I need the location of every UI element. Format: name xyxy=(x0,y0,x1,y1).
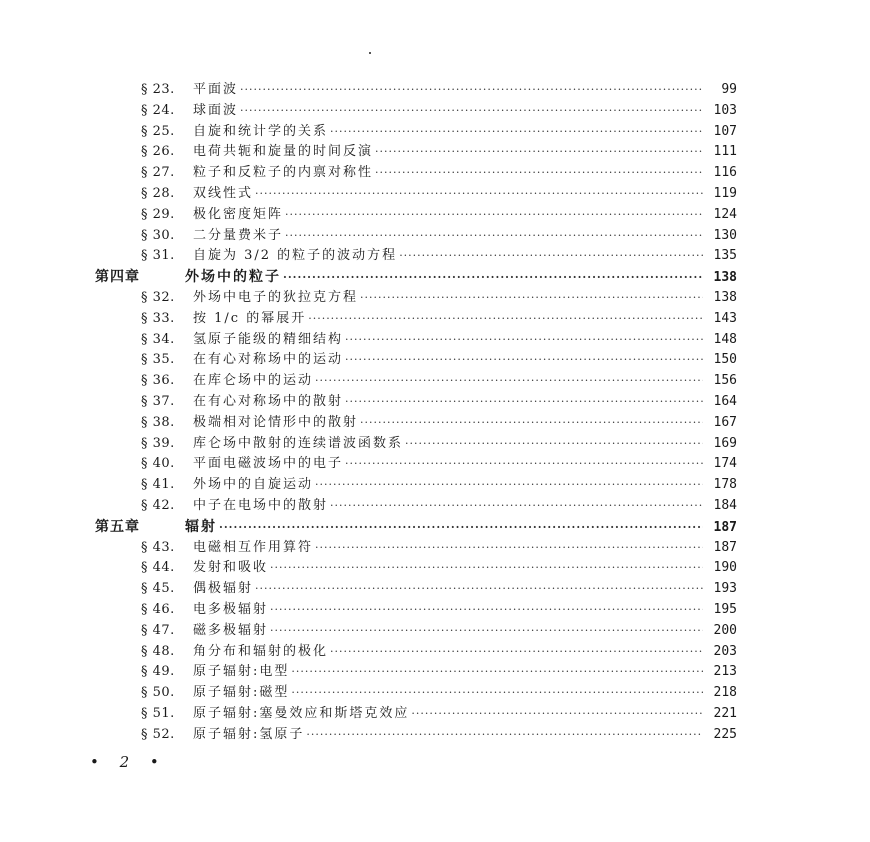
section-number: § 30. xyxy=(141,227,175,243)
toc-section-row xyxy=(95,704,737,725)
toc-section-row xyxy=(95,80,737,101)
section-number: § 24. xyxy=(141,102,175,118)
toc-section-row xyxy=(95,579,737,600)
toc-section-row xyxy=(95,621,737,642)
chapter-title: 外场中的粒子 xyxy=(185,269,281,286)
page-reference: 187 xyxy=(713,539,737,555)
section-number: § 43. xyxy=(141,539,175,555)
dot-leader xyxy=(255,184,703,205)
dot-leader xyxy=(255,579,703,600)
dot-leader xyxy=(306,725,703,746)
chapter-title: 辐射 xyxy=(185,518,217,535)
section-number: § 29. xyxy=(141,206,175,222)
dot-leader xyxy=(399,246,703,267)
dot-leader xyxy=(283,268,703,289)
dot-leader xyxy=(270,558,703,579)
dot-leader xyxy=(219,518,703,539)
toc-section-row xyxy=(95,309,737,330)
section-number: § 47. xyxy=(141,622,175,638)
section-title: 原子辐射:氢原子 xyxy=(193,726,305,742)
section-number: § 39. xyxy=(141,435,175,451)
dot-leader xyxy=(240,101,703,122)
section-title: 极端相对论情形中的散射 xyxy=(193,414,359,430)
dot-leader xyxy=(270,600,703,621)
page-reference: 138 xyxy=(713,289,737,305)
dot-leader xyxy=(330,122,703,143)
section-title: 电磁相互作用算符 xyxy=(193,539,314,555)
section-number: § 31. xyxy=(141,248,175,264)
section-title: 电荷共轭和旋量的时间反演 xyxy=(193,144,374,160)
page-reference: 225 xyxy=(713,726,737,742)
section-title: 在库仑场中的运动 xyxy=(193,373,314,389)
page-reference: 111 xyxy=(713,144,737,160)
dot-leader xyxy=(291,683,703,704)
dot-leader xyxy=(345,330,703,351)
dot-leader xyxy=(285,226,703,247)
section-title: 粒子和反粒子的内禀对称性 xyxy=(193,165,374,181)
toc-section-row xyxy=(95,101,737,122)
page-reference: 156 xyxy=(713,373,737,389)
section-number: § 36. xyxy=(141,373,175,389)
page-reference: 213 xyxy=(713,664,737,680)
section-title: 极化密度矩阵 xyxy=(193,206,284,222)
page-reference: 203 xyxy=(713,643,737,659)
chapter-number: 第四章 xyxy=(95,269,140,286)
table-of-contents xyxy=(95,80,737,746)
section-number: § 26. xyxy=(141,144,175,160)
toc-section-row xyxy=(95,184,737,205)
section-number: § 28. xyxy=(141,185,175,201)
toc-section-row xyxy=(95,454,737,475)
section-title: 中子在电场中的散射 xyxy=(193,497,329,513)
section-title: 原子辐射:塞曼效应和斯塔克效应 xyxy=(193,705,410,721)
page-reference: 143 xyxy=(713,310,737,326)
section-title: 磁多极辐射 xyxy=(193,622,269,638)
section-number: § 42. xyxy=(141,497,175,513)
page-reference: 135 xyxy=(713,248,737,264)
section-title: 氢原子能级的精细结构 xyxy=(193,331,344,347)
page-reference: 107 xyxy=(713,123,737,139)
toc-section-row xyxy=(95,600,737,621)
section-number: § 38. xyxy=(141,414,175,430)
page-reference: 200 xyxy=(713,622,737,638)
page-reference: 124 xyxy=(713,206,737,222)
chapter-number: 第五章 xyxy=(95,518,140,535)
section-number: § 34. xyxy=(141,331,175,347)
toc-section-row xyxy=(95,683,737,704)
page-reference: 116 xyxy=(713,165,737,181)
toc-section-row xyxy=(95,246,737,267)
page-number: • 2 • xyxy=(90,753,167,771)
toc-section-row xyxy=(95,642,737,663)
section-number: § 48. xyxy=(141,643,175,659)
section-title: 外场中电子的狄拉克方程 xyxy=(193,289,359,305)
toc-chapter-row xyxy=(95,517,737,538)
scan-speck xyxy=(369,52,371,54)
dot-leader xyxy=(240,80,703,101)
dot-leader xyxy=(375,163,703,184)
dot-leader xyxy=(315,475,703,496)
section-title: 原子辐射:磁型 xyxy=(193,685,290,701)
page-reference: 119 xyxy=(713,185,737,201)
section-number: § 41. xyxy=(141,477,175,493)
section-title: 外场中的自旋运动 xyxy=(193,477,314,493)
page-reference: 187 xyxy=(713,519,737,535)
section-number: § 23. xyxy=(141,82,175,97)
section-title: 平面波 xyxy=(193,82,239,97)
section-number: § 35. xyxy=(141,352,175,368)
toc-section-row xyxy=(95,205,737,226)
section-number: § 32. xyxy=(141,289,175,305)
section-number: § 46. xyxy=(141,601,175,617)
toc-section-row xyxy=(95,496,737,517)
page-reference: 221 xyxy=(713,705,737,721)
section-number: § 40. xyxy=(141,456,175,472)
page-reference: 218 xyxy=(713,685,737,701)
section-title: 自旋和统计学的关系 xyxy=(193,123,329,139)
section-title: 发射和吸收 xyxy=(193,560,269,576)
toc-section-row xyxy=(95,725,737,746)
toc-section-row xyxy=(95,142,737,163)
toc-section-row xyxy=(95,538,737,559)
toc-section-row xyxy=(95,122,737,143)
dot-leader xyxy=(360,288,703,309)
section-title: 自旋为 3/2 的粒子的波动方程 xyxy=(193,248,398,264)
section-title: 平面电磁波场中的电子 xyxy=(193,456,344,472)
section-title: 电多极辐射 xyxy=(193,601,269,617)
dot-leader xyxy=(330,642,703,663)
dot-leader xyxy=(330,496,703,517)
toc-section-row xyxy=(95,558,737,579)
page-reference: 148 xyxy=(713,331,737,347)
dot-leader xyxy=(360,413,703,434)
toc-section-row xyxy=(95,475,737,496)
toc-section-row xyxy=(95,434,737,455)
page-reference: 195 xyxy=(713,601,737,617)
section-title: 二分量费米子 xyxy=(193,227,284,243)
toc-section-row xyxy=(95,413,737,434)
section-title: 在有心对称场中的运动 xyxy=(193,352,344,368)
dot-leader xyxy=(375,142,703,163)
section-number: § 44. xyxy=(141,560,175,576)
section-title: 在有心对称场中的散射 xyxy=(193,393,344,409)
section-number: § 51. xyxy=(141,705,175,721)
section-title: 双线性式 xyxy=(193,185,254,201)
section-title: 原子辐射:电型 xyxy=(193,664,290,680)
dot-leader xyxy=(345,454,703,475)
section-title: 球面波 xyxy=(193,102,239,118)
page-reference: 174 xyxy=(713,456,737,472)
page-reference: 178 xyxy=(713,477,737,493)
page-reference: 99 xyxy=(721,82,737,97)
toc-section-row xyxy=(95,288,737,309)
toc-section-row xyxy=(95,330,737,351)
page-reference: 190 xyxy=(713,560,737,576)
page-reference: 150 xyxy=(713,352,737,368)
toc-section-row xyxy=(95,662,737,683)
dot-leader xyxy=(315,371,703,392)
toc-section-row xyxy=(95,163,737,184)
toc-section-row xyxy=(95,392,737,413)
dot-leader xyxy=(345,392,703,413)
section-number: § 52. xyxy=(141,726,175,742)
page-reference: 193 xyxy=(713,581,737,597)
dot-leader xyxy=(315,538,703,559)
page-reference: 169 xyxy=(713,435,737,451)
dot-leader xyxy=(285,205,703,226)
dot-leader xyxy=(308,309,703,330)
page-reference: 130 xyxy=(713,227,737,243)
toc-chapter-row xyxy=(95,267,737,288)
section-title: 偶极辐射 xyxy=(193,581,254,597)
page-reference: 103 xyxy=(713,102,737,118)
section-number: § 45. xyxy=(141,581,175,597)
section-number: § 33. xyxy=(141,310,175,326)
page-reference: 138 xyxy=(713,270,737,286)
toc-section-row xyxy=(95,226,737,247)
section-number: § 25. xyxy=(141,123,175,139)
page-reference: 184 xyxy=(713,497,737,513)
section-number: § 27. xyxy=(141,165,175,181)
section-number: § 37. xyxy=(141,393,175,409)
section-title: 按 1/c 的幂展开 xyxy=(193,310,307,326)
dot-leader xyxy=(270,621,703,642)
dot-leader xyxy=(405,434,703,455)
section-title: 库仑场中散射的连续谱波函数系 xyxy=(193,435,404,451)
page-reference: 164 xyxy=(713,393,737,409)
dot-leader xyxy=(411,704,703,725)
dot-leader xyxy=(291,662,703,683)
section-title: 角分布和辐射的极化 xyxy=(193,643,329,659)
dot-leader xyxy=(345,350,703,371)
toc-section-row xyxy=(95,371,737,392)
toc-section-row xyxy=(95,350,737,371)
section-number: § 49. xyxy=(141,664,175,680)
section-number: § 50. xyxy=(141,685,175,701)
page-reference: 167 xyxy=(713,414,737,430)
